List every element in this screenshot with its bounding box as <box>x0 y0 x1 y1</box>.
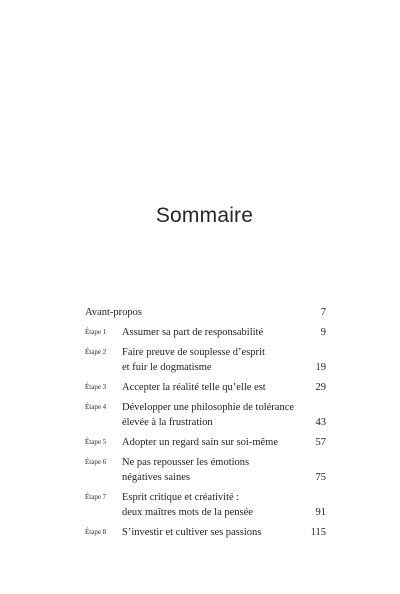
toc-entry-line: Accepter la réalité telle qu’elle est <box>122 382 266 393</box>
toc-entry-line: S’investir et cultiver ses passions <box>122 527 262 538</box>
toc-entry-text <box>122 435 326 450</box>
toc-step-label: Étape 6 <box>85 458 107 466</box>
toc-page-number: 9 <box>320 327 326 338</box>
toc-page-number: 7 <box>320 307 326 318</box>
toc-entry-etape-7 <box>85 490 326 520</box>
toc-entry-text <box>122 525 326 540</box>
toc-entry-line: et fuir le dogmatisme <box>122 362 212 373</box>
toc-entry-line: Avant-propos <box>85 307 142 318</box>
toc-page-number: 43 <box>315 417 326 428</box>
toc-entry-line: élevée à la frustration <box>122 417 213 428</box>
toc-step-label: Étape 4 <box>85 403 107 411</box>
page-title: Sommaire <box>155 204 254 227</box>
toc-step-label: Étape 1 <box>85 328 107 336</box>
toc-entry-etape-8 <box>85 525 326 540</box>
toc-entry-etape-5 <box>85 435 326 450</box>
toc-entry-line: Adopter un regard sain sur soi-même <box>122 437 278 448</box>
toc-page-number: 19 <box>315 362 326 373</box>
toc-entry-text <box>85 305 326 320</box>
toc-entry-text <box>122 400 326 430</box>
toc-entry-text <box>122 380 326 395</box>
toc-entry-line: Assumer sa part de responsabilité <box>122 327 264 338</box>
toc-entry-etape-2 <box>85 345 326 375</box>
toc-page-number: 75 <box>315 472 326 483</box>
toc-entry-avant-propos <box>85 305 326 320</box>
toc-entry-text <box>122 345 326 375</box>
toc-entry-line: deux maîtres mots de la pensée <box>122 507 253 518</box>
toc-entry-line: négatives saines <box>122 472 190 483</box>
toc-entry-etape-3 <box>85 380 326 395</box>
toc-entry-line: Développer une philosophie de tolérance <box>122 402 295 413</box>
toc-step-label: Étape 2 <box>85 348 107 356</box>
toc-page-number: 29 <box>315 382 326 393</box>
toc-entry-line: Ne pas repousser les émotions <box>122 457 250 468</box>
toc-entry-text <box>122 325 326 340</box>
toc-entry-etape-4 <box>85 400 326 430</box>
toc-step-label: Étape 8 <box>85 528 107 536</box>
table-of-contents <box>85 305 326 545</box>
toc-step-label: Étape 5 <box>85 438 107 446</box>
toc-page-number: 115 <box>310 527 326 538</box>
toc-step-label: Étape 7 <box>85 493 107 501</box>
toc-entry-line: Esprit critique et créativité : <box>122 492 240 503</box>
toc-entry-etape-6 <box>85 455 326 485</box>
toc-entry-text <box>122 455 326 485</box>
toc-entry-text <box>122 490 326 520</box>
toc-page-number: 91 <box>315 507 326 518</box>
toc-entry-line: Faire preuve de souplesse d’esprit <box>122 347 265 358</box>
toc-entry-etape-1 <box>85 325 326 340</box>
toc-page-number: 57 <box>315 437 326 448</box>
toc-step-label: Étape 3 <box>85 383 107 391</box>
